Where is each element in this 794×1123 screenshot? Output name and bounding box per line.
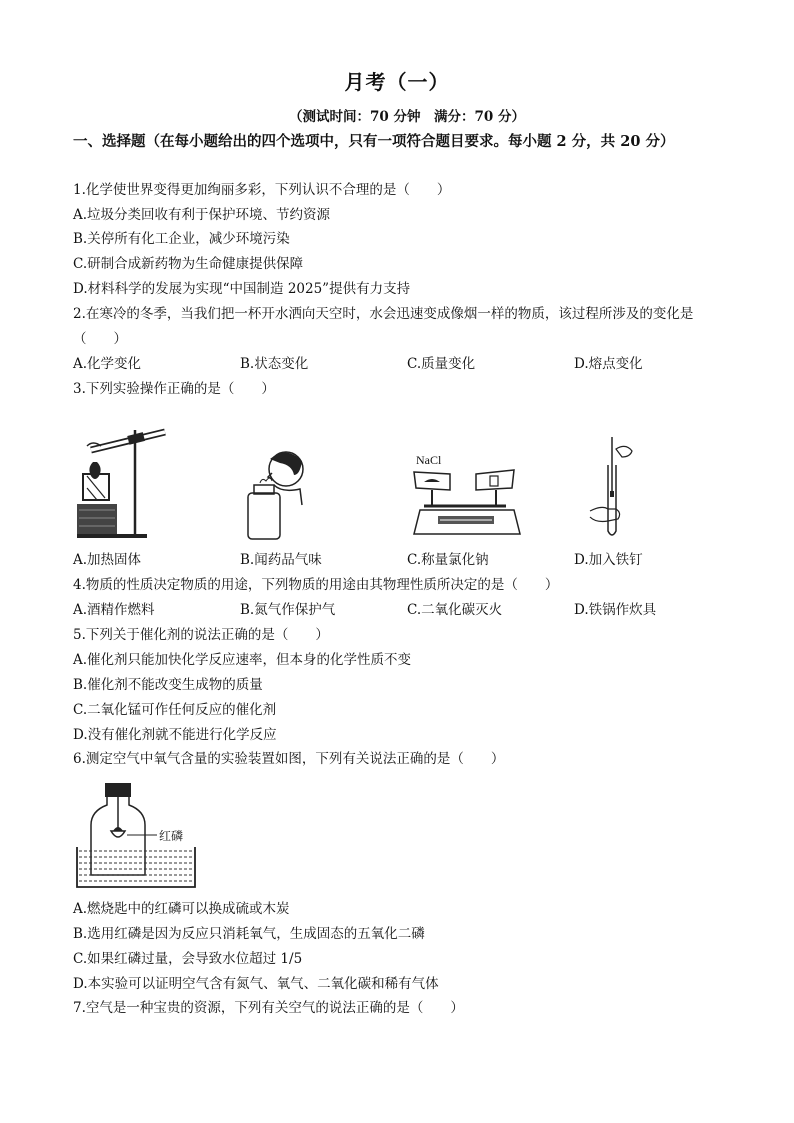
- q2-option-b: B.状态变化: [240, 356, 309, 372]
- q3-option-d: D.加入铁钉: [574, 552, 643, 568]
- q5-stem: 5.下列关于催化剂的说法正确的是（ ）: [73, 627, 329, 643]
- q3-option-c: C.称量氯化钠: [407, 552, 489, 568]
- q6-stem: 6.测定空气中氧气含量的实验装置如图，下列有关说法正确的是（ ）: [73, 751, 505, 767]
- q3-stem: 3.下列实验操作正确的是（ ）: [73, 381, 275, 397]
- q2-option-a: A.化学变化: [73, 356, 142, 372]
- test-tube-figure: [582, 435, 642, 545]
- q4-option-d: D.铁锅作炊具: [574, 602, 657, 618]
- nacl-label: NaCl: [416, 453, 442, 467]
- q3-option-a: A.加热固体: [73, 552, 142, 568]
- q4-option-c: C.二氧化碳灭火: [407, 602, 503, 618]
- q6-option-b: B.选用红磷是因为反应只消耗氧气，生成固态的五氧化二磷: [73, 926, 425, 942]
- q6-option-d: D.本实验可以证明空气含有氮气、氧气、二氧化碳和稀有气体: [73, 976, 439, 992]
- q1-option-d: D.材料科学的发展为实现“中国制造 2025”提供有力支持: [73, 281, 411, 297]
- q4-option-b: B.氮气作保护气: [240, 602, 336, 618]
- q1-option-c: C.研制合成新药物为生命健康提供保障: [73, 256, 304, 272]
- q2-option-d: D.熔点变化: [574, 356, 643, 372]
- q7-stem: 7.空气是一种宝贵的资源，下列有关空气的说法正确的是（ ）: [73, 1000, 464, 1016]
- section-heading: 一、选择题（在每小题给出的四个选项中，只有一项符合题目要求。每小题 2 分，共 20 分）: [73, 133, 675, 150]
- q1-stem: 1.化学使世界变得更加绚丽多彩，下列认识不合理的是（ ）: [73, 182, 451, 198]
- q5-option-d: D.没有催化剂就不能进行化学反应: [73, 727, 277, 743]
- q1-option-a: A.垃圾分类回收有利于保护环境、节约资源: [73, 207, 331, 223]
- oxygen-apparatus-figure: [73, 775, 203, 893]
- q5-option-b: B.催化剂不能改变生成物的质量: [73, 677, 263, 693]
- page-title: 月考（一）: [344, 70, 450, 94]
- q2-stem-cont: （ ）: [73, 331, 127, 347]
- q6-option-c: C.如果红磷过量，会导致水位超过 1/5: [73, 951, 303, 967]
- q5-option-a: A.催化剂只能加快化学反应速率，但本身的化学性质不变: [73, 652, 412, 668]
- red-phosphorus-label: 红磷: [159, 829, 184, 843]
- q3-option-b: B.闻药品气味: [240, 552, 322, 568]
- q5-option-c: C.二氧化锰可作任何反应的催化剂: [73, 702, 277, 718]
- balance-figure: [410, 450, 525, 540]
- smelling-figure: [242, 445, 312, 545]
- q4-stem: 4.物质的性质决定物质的用途，下列物质的用途由其物理性质所决定的是（ ）: [73, 577, 559, 593]
- q1-option-b: B.关停所有化工企业，减少环境污染: [73, 231, 290, 247]
- q2-option-c: C.质量变化: [407, 356, 476, 372]
- q4-option-a: A.酒精作燃料: [73, 602, 155, 618]
- q2-stem: 2.在寒冷的冬季，当我们把一杯开水洒向天空时，水会迅速变成像烟一样的物质，该过程所涉及的变化是: [73, 306, 694, 322]
- q6-option-a: A.燃烧匙中的红磷可以换成硫或木炭: [73, 901, 290, 917]
- heating-solid-figure: [73, 410, 173, 540]
- exam-info: （测试时间：70 分钟 满分：70 分）: [289, 109, 525, 125]
